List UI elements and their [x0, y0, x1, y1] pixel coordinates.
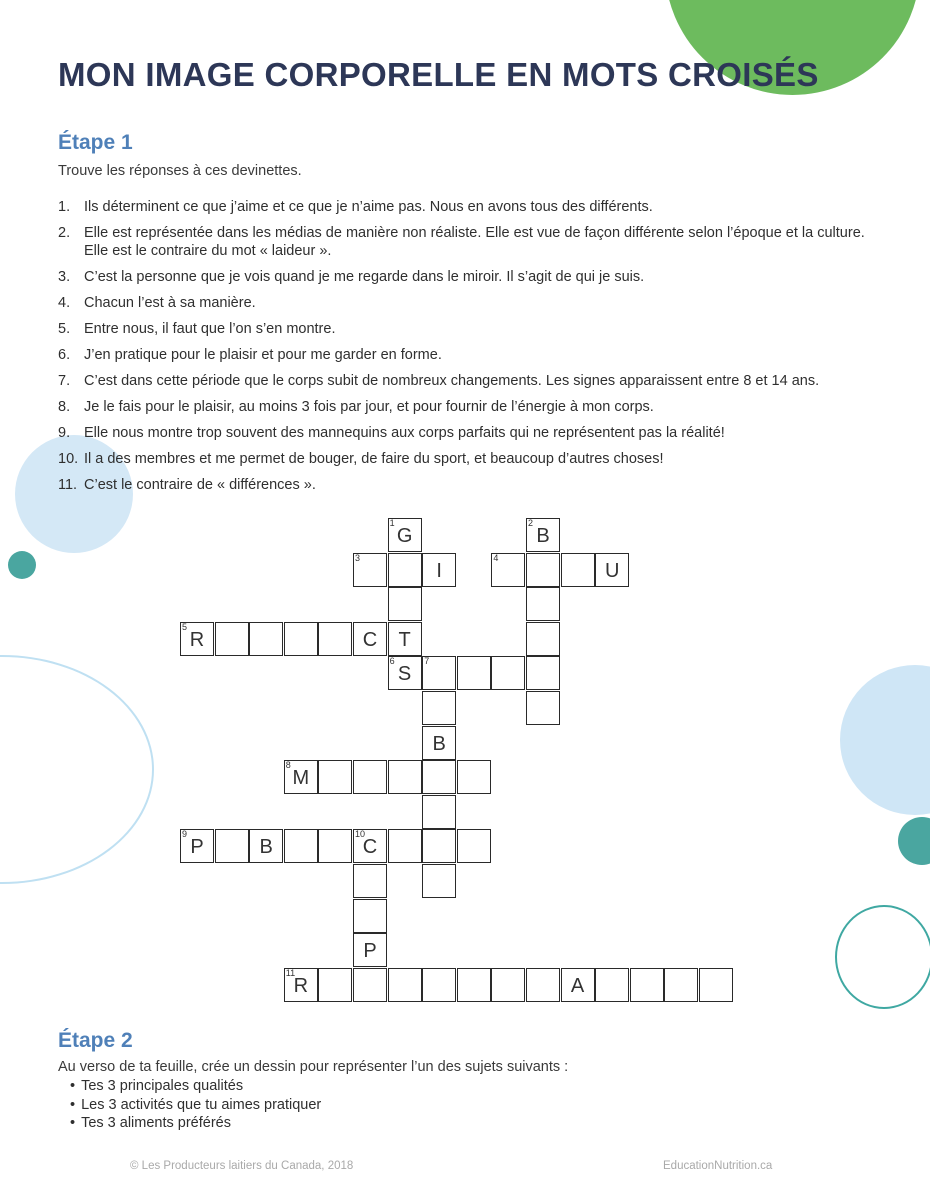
clue-number: 2. [58, 225, 71, 241]
crossword-cell[interactable] [284, 760, 318, 794]
decorative-teal-dot [898, 817, 930, 865]
step1-heading: Étape 1 [58, 131, 133, 154]
given-letter: G [396, 525, 413, 547]
given-letter: T [398, 628, 411, 651]
given-letter: U [604, 559, 620, 582]
given-letter: B [259, 836, 273, 859]
crossword-cell[interactable] [526, 553, 560, 587]
crossword-cell[interactable] [595, 553, 629, 587]
crossword-cell[interactable] [630, 968, 664, 1002]
clue-item [58, 372, 888, 390]
clue-number: 10. [58, 451, 79, 467]
clue-number-label: 10 [355, 829, 366, 840]
clue-number: 6. [58, 347, 71, 363]
crossword-cell[interactable] [388, 656, 422, 690]
clue-number-label: 2 [528, 518, 534, 528]
clue-text: Elle est représentée dans les médias de manière non réaliste. Elle est vue de façon différente selon l’époque et la culture. Elle est le contraire du mot « laideur ». [84, 225, 865, 259]
clue-text: Elle nous montre trop souvent des mannequins aux corps parfaits qui ne représentent pas la réalité! [84, 425, 725, 441]
clue-number: 3. [58, 269, 71, 285]
clue-number-label: 7 [424, 656, 430, 667]
crossword-cell[interactable] [699, 968, 733, 1002]
clue-number: 11. [58, 477, 78, 493]
crossword-cell[interactable] [215, 622, 249, 656]
step1-intro: Trouve les réponses à ces devinettes. [58, 163, 302, 179]
clue-item [58, 224, 888, 260]
crossword-cell[interactable] [388, 968, 422, 1002]
crossword-cell[interactable] [422, 864, 456, 898]
footer-copyright: © Les Producteurs laitiers du Canada, 2018 [130, 1160, 354, 1172]
crossword-cell[interactable] [215, 829, 249, 863]
clue-number-label: 8 [285, 760, 291, 771]
crossword-cell[interactable] [318, 760, 352, 794]
decorative-teal-dot [8, 551, 36, 579]
crossword-cell[interactable] [422, 968, 456, 1002]
clue-number-label: 3 [355, 552, 361, 563]
clue-number-label: 4 [493, 552, 499, 563]
clue-number: 7. [58, 373, 71, 389]
given-letter: R [189, 628, 205, 651]
clue-text: Ils déterminent ce que j’aime et ce que je n’aime pas. Nous en avons tous des différents. [84, 199, 653, 215]
page-title: MON IMAGE CORPORELLE EN MOTS CROISÉS [58, 56, 819, 93]
given-letter: S [397, 663, 412, 686]
crossword-cell[interactable] [595, 968, 629, 1002]
clue-item [58, 346, 888, 364]
crossword-cell[interactable] [353, 864, 387, 898]
crossword-cell[interactable] [664, 968, 698, 1002]
crossword-cell[interactable] [457, 656, 491, 690]
given-letter: A [570, 974, 585, 997]
crossword-cell[interactable] [180, 829, 214, 863]
crossword-cell[interactable] [491, 553, 525, 587]
given-letter: R [293, 974, 309, 997]
crossword-cell[interactable] [422, 656, 456, 690]
crossword-cell[interactable] [491, 968, 525, 1002]
given-letter: B [536, 525, 550, 547]
crossword-cell[interactable] [457, 968, 491, 1002]
crossword-cell[interactable] [388, 518, 422, 552]
given-letter: C [362, 628, 378, 651]
crossword-cell[interactable] [388, 553, 422, 587]
crossword-cell[interactable] [422, 795, 456, 829]
clue-number: 8. [58, 399, 71, 415]
crossword-cell[interactable] [353, 933, 387, 967]
crossword-cell[interactable] [491, 656, 525, 690]
clue-number: 1. [58, 199, 71, 215]
clue-text: Entre nous, il faut que l’on s’en montre. [84, 321, 336, 337]
crossword-cell[interactable] [388, 829, 422, 863]
clue-number-label: 5 [182, 621, 188, 632]
crossword-cell[interactable] [353, 829, 387, 863]
clue-item [58, 398, 888, 416]
crossword-cell[interactable] [422, 829, 456, 863]
clue-item [58, 450, 888, 468]
clue-text: Je le fais pour le plaisir, au moins 3 fois par jour, et pour fournir de l’énergie à mon corps. [84, 399, 654, 415]
crossword-cell[interactable] [526, 968, 560, 1002]
crossword-cell[interactable] [526, 656, 560, 690]
topic-list [70, 1077, 321, 1133]
clue-item [58, 198, 888, 216]
given-letter: P [190, 836, 204, 859]
clue-text: C’est la personne que je vois quand je me regarde dans le miroir. Il s’agit de qui je suis. [84, 269, 645, 285]
clue-number: 4. [58, 295, 71, 311]
crossword-cell[interactable] [249, 829, 283, 863]
crossword-cell[interactable] [526, 587, 560, 621]
crossword-cell[interactable] [388, 587, 422, 621]
crossword-cell[interactable] [526, 518, 560, 552]
crossword-cell[interactable] [561, 968, 595, 1002]
crossword-cell[interactable] [318, 968, 352, 1002]
clue-text: Chacun l’est à sa manière. [84, 295, 256, 311]
crossword-cell[interactable] [422, 760, 456, 794]
decorative-teal-ring [835, 905, 930, 1009]
clue-number-label: 1 [389, 518, 395, 528]
crossword-cell[interactable] [284, 622, 318, 656]
clue-text: Il a des membres et me permet de bouger, de faire du sport, et beaucoup d’autres choses! [84, 451, 664, 467]
crossword-cell[interactable] [457, 760, 491, 794]
crossword-cell[interactable] [353, 968, 387, 1002]
clue-text: J’en pratique pour le plaisir et pour me garder en forme. [84, 347, 442, 363]
crossword-cell[interactable] [318, 829, 352, 863]
given-letter: P [363, 940, 377, 963]
crossword-cell[interactable] [318, 622, 352, 656]
clue-item [58, 424, 888, 442]
crossword-cell[interactable] [457, 829, 491, 863]
crossword-cell[interactable] [561, 553, 595, 587]
footer-website: EducationNutrition.ca [663, 1160, 773, 1172]
crossword-cell[interactable] [284, 829, 318, 863]
topic-item: • Tes 3 principales qualités [70, 1077, 321, 1096]
crossword-cell[interactable] [422, 553, 456, 587]
given-letter: C [362, 836, 378, 859]
crossword-cell[interactable] [180, 622, 214, 656]
crossword-cell[interactable] [422, 691, 456, 725]
clue-text: C’est le contraire de « différences ». [84, 477, 316, 493]
clue-item [58, 294, 888, 312]
topic-item: • Les 3 activités que tu aimes pratiquer [70, 1096, 321, 1115]
crossword-cell[interactable] [284, 968, 318, 1002]
crossword-cell[interactable] [422, 726, 456, 760]
clue-text: C’est dans cette période que le corps subit de nombreux changements. Les signes apparaissent entre 8 et 14 ans. [84, 373, 820, 389]
step2-intro: Au verso de ta feuille, crée un dessin pour représenter l’un des sujets suivants : [58, 1059, 569, 1075]
crossword-cell[interactable] [526, 691, 560, 725]
crossword-cell[interactable] [353, 760, 387, 794]
crossword-cell[interactable] [388, 622, 422, 656]
given-letter: M [292, 767, 310, 790]
clue-number-label: 6 [389, 656, 395, 667]
clue-item [58, 320, 888, 338]
crossword-cell[interactable] [249, 622, 283, 656]
given-letter: B [432, 732, 446, 755]
decorative-blue-ring [0, 655, 154, 884]
step2-heading: Étape 2 [58, 1029, 133, 1052]
clue-item [58, 476, 888, 494]
clue-number: 5. [58, 321, 71, 337]
clue-list [58, 198, 888, 502]
clue-number-label: 11 [285, 967, 296, 978]
crossword-cell[interactable] [353, 899, 387, 933]
clue-item [58, 268, 888, 286]
clue-number-label: 9 [182, 829, 188, 840]
crossword-cell[interactable] [353, 553, 387, 587]
topic-item: • Tes 3 aliments préférés [70, 1114, 321, 1133]
crossword-cell[interactable] [526, 622, 560, 656]
crossword-cell[interactable] [388, 760, 422, 794]
decorative-light-blue-circle [840, 665, 930, 815]
clue-number: 9. [58, 425, 71, 441]
given-letter: I [436, 559, 442, 582]
crossword-cell[interactable] [353, 622, 387, 656]
